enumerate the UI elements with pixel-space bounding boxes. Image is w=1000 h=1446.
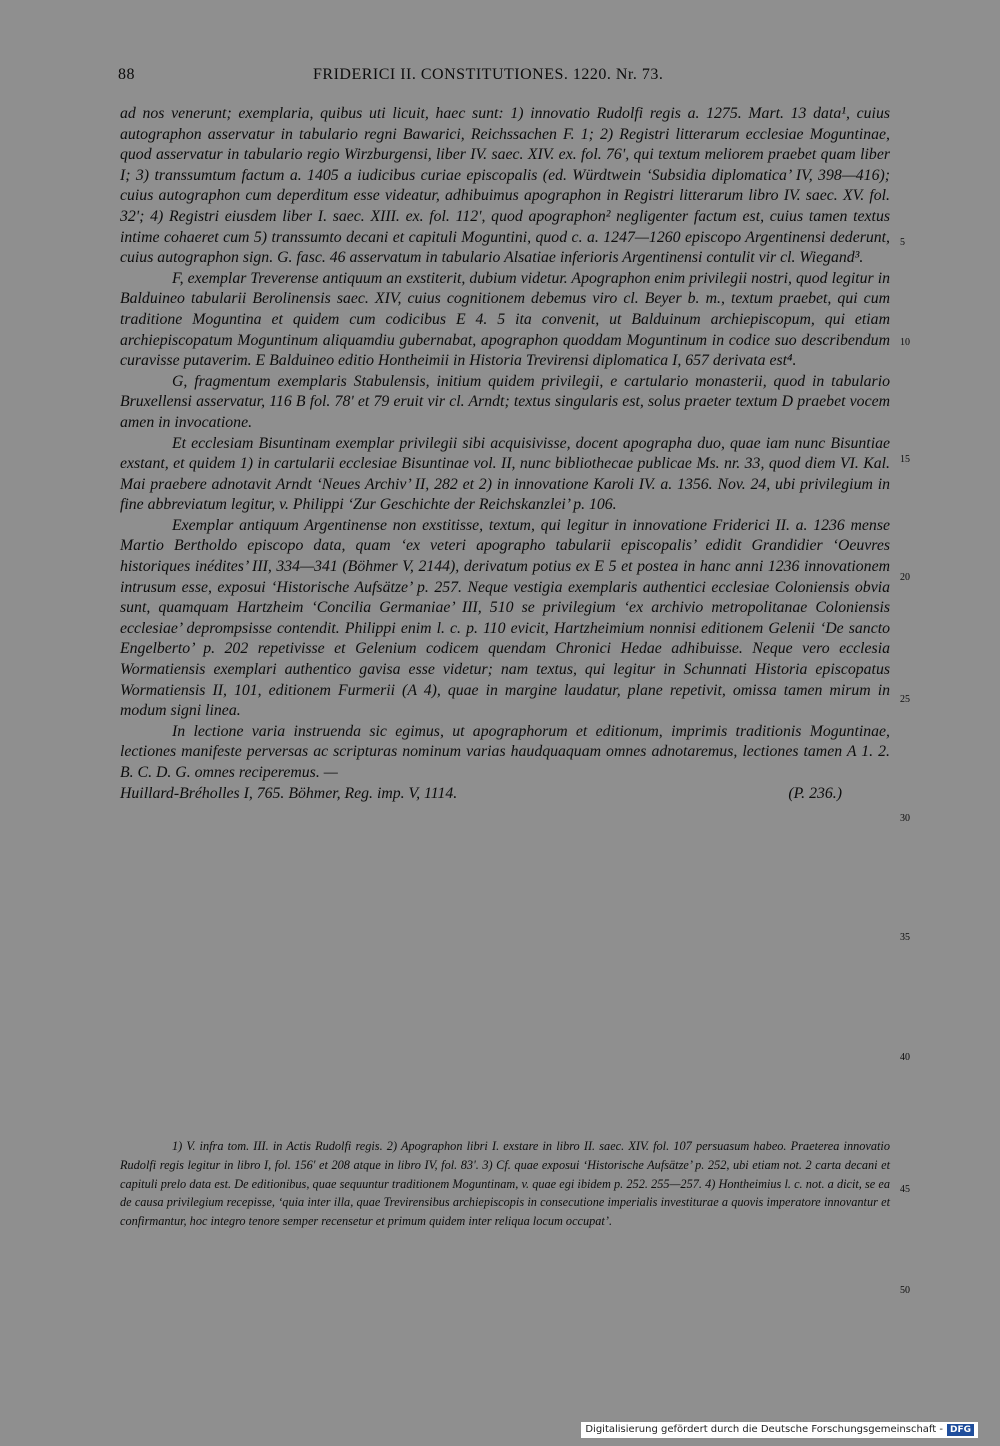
digitization-credit: [581, 1422, 978, 1438]
line-number: 35: [900, 932, 910, 943]
page-reference: (P. 236.): [788, 784, 842, 802]
line-number: 15: [900, 454, 910, 465]
line-number: 50: [900, 1285, 910, 1296]
line-number: 30: [900, 813, 910, 824]
footnotes: [120, 1137, 890, 1231]
paragraph-5: Exemplar antiquum Argentinense non exstitisse, textum, qui legitur in innovatione Friderici II. a. 1236 mense Martio Bertholdo episcopo data, quam ‘ex veteri apographo tabularii episcopalis’ edidit Grandidier ‘Oeuvres historiques inédites’ III, 334—341 (Böhmer V, 2144), derivatum potius ex E 5 et postea in hanc anni 1236 innovationem intrusum esse, exposui ‘Historische Aufsätze’ p. 257. Neque vestigia exemplaris authentici ecclesiae Coloniensis obvia sunt, quamquam Hartzheim ‘Concilia Germaniae’ III, 510 se privilegium ‘ex archivio metropolitanae Coloniensis ecclesiae’ deprompsisse contendit. Philippi enim l. c. p. 110 evicit, Hartzheimium nonnisi editionem Gelenii ‘De sancto Engelberto’ p. 202 repetivisse et Gelenium codicem quendam Chronici Hedae adhibuisse. Neque vero ecclesia Wormatiensis exemplari authentico gavisa esse videtur; nam textus, qui legitur in Schunnati Historia episcopatus Wormatiensis II, 101, editionem Furmerii (A 4), quae in margine laudatur, plane repetivit, omissa tamen mirum in modum signi linea.: [120, 516, 890, 720]
dfg-logo: DFG: [947, 1424, 974, 1436]
bibliographic-line: [120, 784, 890, 805]
running-title: FRIDERICI II. CONSTITUTIONES. 1220. Nr. 73.: [313, 66, 664, 83]
paragraph-6: In lectione varia instruenda sic egimus, ut apographorum et editionum, imprimis traditionis Moguntinae, lectiones manifeste perversas ac scripturas nominum varias haudquaquam omnes adnotaremus, lectiones tamen A 1. 2. B. C. D. G. omnes reciperemus. —: [120, 722, 890, 781]
line-number: 25: [900, 694, 910, 705]
paragraph-2: F, exemplar Treverense antiquum an exstiterit, dubium videtur. Apographon enim privilegii nostri, quod legitur in Balduineo tabularii Berolinensis saec. XIV, cuius cognitionem debemus viro cl. Beyer b. m., textum praebet, qui cum traditione Moguntina et quidem cum codicibus E 4. 5 ita convenit, ut Balduinum archiepiscopum, qui etiam archiepiscopatum Moguntinum aliquamdiu gubernabat, apographon quoddam Moguntinum in codice suo describendum curavisse putaverim. E Balduineo editio Hontheimii in Historia Trevirensi diplomatica I, 657 derivata est⁴.: [120, 269, 890, 370]
line-number: 20: [900, 572, 910, 583]
running-header: [118, 66, 890, 94]
paragraph-4: Et ecclesiam Bisuntinam exemplar privilegii sibi acquisivisse, docent apographa duo, quae iam nunc Bisuntiae exstant, et quidem 1) in cartularii ecclesiae Bisuntinae vol. II, nunc bibliothecae publicae Ms. nr. 33, quod diem VI. Kal. Mai praebere adnotavit Arndt ‘Neues Archiv’ II, 282 et 2) in innovatione Karoli IV. a. 1356. Nov. 24, ubi privilegium in fine abbreviatum legitur, v. Philippi ‘Zur Geschichte der Reichskanzlei’ p. 106.: [120, 434, 890, 514]
line-number: 40: [900, 1052, 910, 1063]
page-number: 88: [118, 66, 135, 83]
line-number: 45: [900, 1184, 910, 1195]
main-text: [120, 104, 890, 804]
line-number: 10: [900, 337, 910, 348]
bibliographic-references: Huillard-Bréholles I, 765. Böhmer, Reg. imp. V, 1114.: [120, 784, 458, 802]
footnote-text: 1) V. infra tom. III. in Actis Rudolfi regis. 2) Apographon libri I. exstare in libro II. saec. XIV. fol. 107 persuasum habeo. Praeterea innovatio Rudolfi regis legitur in libro I, fol. 156ʹ et 208 atque in libro IV, fol. 83ʹ. 3) Cf. quae exposui ‘Historische Aufsätze’ p. 252, ubi etiam not. 2 carta decani et capituli prelo data est. De editionibus, quae sequuntur traditionem Moguntinam, v. quae egi ibidem p. 252. 255—257. 4) Hontheimius l. c. not. a dicit, se ea de causa privilegium recepisse, ‘quia inter illa, quae Trevirensibus archiepiscopis in consecutione imperialis investiturae a quovis imperatore innovantur et confirmantur, hoc integro tenore semper recensetur et primum quidem inter reliqua locum occupat’.: [120, 1139, 890, 1229]
line-number: 5: [900, 237, 905, 248]
paragraph-3: G, fragmentum exemplaris Stabulensis, initium quidem privilegii, e cartulario monasterii, quod in tabulario Bruxellensi asservatur, 116 B fol. 78ʹ et 79 eruit vir cl. Arndt; textus singularis est, solus praeter textum D praebet vocem amen in invocatione.: [120, 372, 890, 431]
credit-text: Digitalisierung gefördert durch die Deutsche Forschungsgemeinschaft -: [585, 1424, 943, 1435]
paragraph-1: ad nos venerunt; exemplaria, quibus uti licuit, haec sunt: 1) innovatio Rudolfi regis a. 1275. Mart. 13 data¹, cuius autographon asservatur in tabulario regni Bawarici, Reichssachen F. 1; 2) Registri litterarum ecclesiae Moguntinae, quod asservatur in tabulario regio Wirzburgensi, liber IV. saec. XIV. ex. fol. 76ʹ, qui textum meliorem praebet quam liber I; 3) transsumtum factum a. 1405 a iudicibus curiae episcopalis (ed. Würdtwein ‘Subsidia diplomatica’ IV, 398—416); cuius autographon cum deperditum esse videatur, adhibuimus apographon in Registri litterarum libro IV. saec. XV. fol. 32ʹ; 4) Registri eiusdem liber I. saec. XIII. ex. fol. 112ʹ, quod apographon² negligenter factum est, cuius tamen textus intime cohaeret cum 5) transsumto decani et capituli Moguntini, quod c. a. 1247—1260 episcopo Argentinensi dederunt, cuius autographon sign. G. fasc. 46 asservatum in tabulario Alsatiae inferioris Argentinensi contulit vir cl. Wiegand³.: [120, 105, 890, 267]
